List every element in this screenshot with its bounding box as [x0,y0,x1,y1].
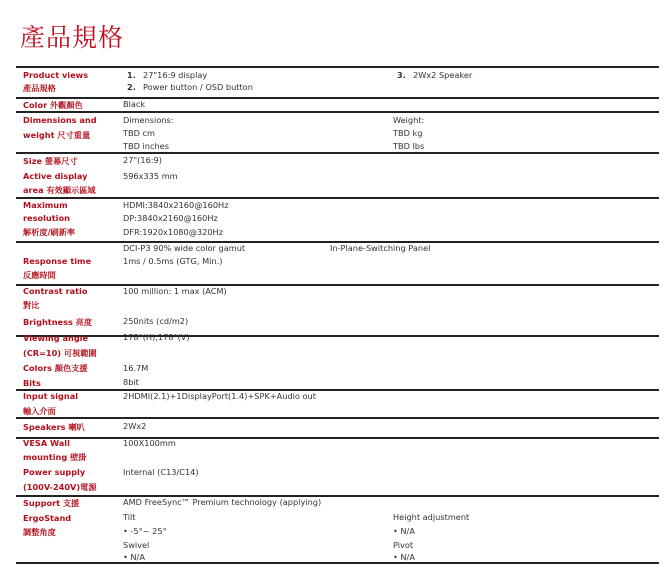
divider [16,66,659,68]
spec-value: AMD FreeSync™ Premium technology (applying) [123,497,322,507]
divider [16,389,659,391]
item-text: Power button / OSD button [143,82,253,92]
spec-label: (100V-240V)電源 [23,482,97,492]
spec-value: Tilt [123,512,136,522]
divider [16,111,659,113]
spec-value: 16.7M [123,363,149,373]
spec-label: (CR=10) 可視範圍 [23,348,97,358]
spec-value: HDMI:3840x2160@160Hz [123,200,229,210]
spec-value: 27"(16:9) [123,155,162,165]
spec-label: Input signal [23,391,79,401]
spec-value: 2HDMI(2.1)+1DisplayPort(1.4)+SPK+Audio out [123,391,316,401]
spec-value: TBD lbs [393,141,425,151]
list-item [397,69,472,81]
item-number: 3. [397,70,406,80]
spec-label: Maximum [23,200,68,210]
spec-label: Product views [23,70,89,80]
item-text: 27"16:9 display [143,70,208,80]
spec-label: area 有效顯示區域 [23,185,96,195]
spec-label: 輸入介面 [23,406,56,416]
spec-value: DFR:1920x1080@320Hz [123,227,223,237]
spec-label: Colors 顏色支援 [23,363,88,373]
spec-value: 1ms / 0.5ms (GTG, Min.) [123,256,223,266]
spec-label: Contrast ratio [23,286,88,296]
list-item [127,81,253,93]
spec-value: TBD cm [123,128,156,138]
divider [16,197,659,199]
spec-value: 596x335 mm [123,171,178,181]
spec-label: 產品規格 [23,83,56,93]
item-number: 2. [127,82,136,92]
spec-label: Viewing angle [23,333,89,343]
spec-label: Size 螢幕尺寸 [23,156,78,166]
spec-value: TBD inches [123,141,169,151]
spec-value: Swivel [123,540,150,550]
page-title: 產品規格 [20,23,125,52]
spec-label: 調整角度 [23,527,56,537]
spec-value: Height adjustment [393,512,470,522]
spec-label: 對比 [23,300,40,310]
spec-label: Active display [23,171,88,181]
spec-label: resolution [23,213,70,223]
spec-value: Internal (C13/C14) [123,467,199,477]
spec-label: weight 尺寸重量 [23,130,91,140]
divider [16,152,659,154]
spec-label: Bits [23,378,41,388]
spec-label: Dimensions and [23,115,97,125]
spec-value: Pivot [393,540,414,550]
spec-label: VESA Wall [23,438,70,448]
divider [16,562,659,564]
spec-value: 2Wx2 [123,421,147,431]
spec-value: DP:3840x2160@160Hz [123,213,218,223]
list-item [127,69,207,81]
spec-value: Dimensions: [123,115,174,125]
divider [16,437,659,439]
spec-value: Weight: [393,115,425,125]
spec-label: 解析度/刷新率 [23,227,76,237]
divider [16,335,659,337]
spec-label: 反應時間 [23,270,56,280]
item-number: 1. [127,70,136,80]
spec-label: Speakers 喇叭 [23,422,85,432]
spec-label: mounting 壁掛 [23,452,87,462]
spec-label: Color 外觀顏色 [23,100,83,110]
divider [16,97,659,99]
divider [16,284,659,286]
spec-value: • -5°~ 25° [123,526,167,536]
spec-value: 250nits (cd/m2) [123,316,189,326]
spec-value: • N/A [123,552,145,562]
divider [16,495,659,497]
spec-label: Support 支援 [23,498,80,508]
spec-label: Response time [23,256,92,266]
spec-value: 178°(H),178°(V) [123,332,190,342]
item-text: 2Wx2 Speaker [413,70,473,80]
divider [16,417,659,419]
spec-label: Power supply [23,467,86,477]
spec-value: • N/A [393,552,415,562]
spec-value: 8bit [123,377,139,387]
spec-value: In-Plane-Switching Panel [330,243,431,253]
spec-value: TBD kg [393,128,423,138]
spec-value: DCI-P3 90% wide color gamut [123,243,246,253]
spec-label: Brightness 亮度 [23,317,93,327]
spec-value: Black [123,99,146,109]
spec-label: ErgoStand [23,513,72,523]
spec-value: • N/A [393,526,415,536]
spec-value: 100X100mm [123,438,176,448]
spec-value: 100 million: 1 max (ACM) [123,286,227,296]
